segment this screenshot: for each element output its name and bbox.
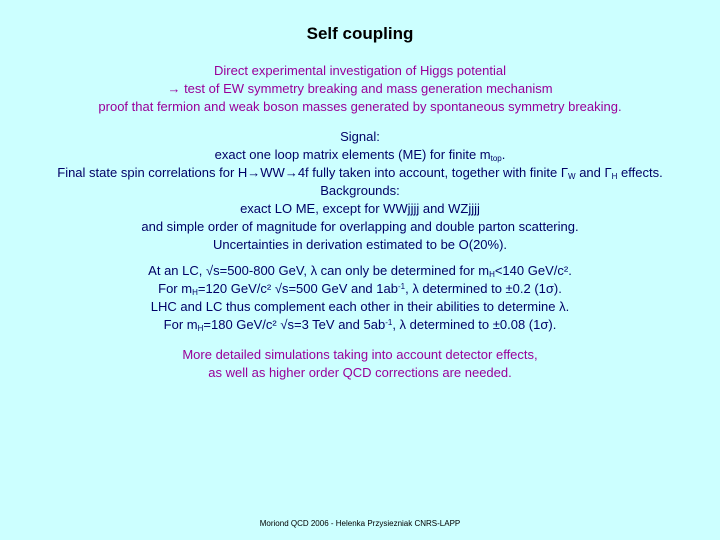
intro-line-3: proof that fermion and weak boson masses generated by spontaneous symmetry breaking. bbox=[98, 99, 622, 114]
conclusion-block bbox=[0, 346, 720, 382]
signal-line-1: exact one loop matrix elements (ME) for finite $m_{top}$. bbox=[214, 147, 506, 163]
slide-title: Self coupling bbox=[306, 24, 414, 43]
signal-heading: Signal: bbox=[340, 129, 380, 144]
lc-line-1: At an LC, √s=500-800 GeV, λ can only be determined for $m_H<140$ GeV/c². bbox=[148, 263, 572, 279]
lc-line-4: For $m_H=180$ GeV/c² √s=3 TeV and $5ab^{-1}$, λ determined to ±0.08 (1σ). bbox=[163, 317, 557, 333]
intro-block bbox=[0, 62, 720, 116]
lc-block bbox=[0, 262, 720, 334]
footer-credit: Moriond QCD 2006 - Helenka Przysiezniak CNRS-LAPP bbox=[259, 519, 461, 528]
intro-line-1: Direct experimental investigation of Higgs potential bbox=[214, 63, 506, 78]
signal-line-2: Final state spin correlations for H→WW→4f fully taken into account, together with finite $\Gamma_W$ and $\Gamma_H$ effects. bbox=[57, 165, 663, 181]
conclusion-line-1: More detailed simulations taking into account detector effects, bbox=[182, 347, 538, 362]
conclusion-line-2: as well as higher order QCD corrections are needed. bbox=[208, 365, 512, 380]
lc-line-3: LHC and LC thus complement each other in their abilities to determine λ. bbox=[150, 299, 570, 314]
backgrounds-line-2: and simple order of magnitude for overlapping and double parton scattering. bbox=[141, 219, 579, 234]
backgrounds-line-3: Uncertainties in derivation estimated to be O(20%). bbox=[212, 237, 508, 252]
lc-line-2: For $m_H=120$ GeV/c² √s=500 GeV and $1ab^{-1}$, λ determined to ±0.2 (1σ). bbox=[158, 281, 562, 297]
signal-block bbox=[0, 128, 720, 254]
backgrounds-heading: Backgrounds: bbox=[320, 183, 400, 198]
intro-line-2: → test of EW symmetry breaking and mass generation mechanism bbox=[167, 81, 553, 96]
backgrounds-line-1: exact LO ME, except for WWjjjj and WZjjjj bbox=[240, 201, 480, 216]
